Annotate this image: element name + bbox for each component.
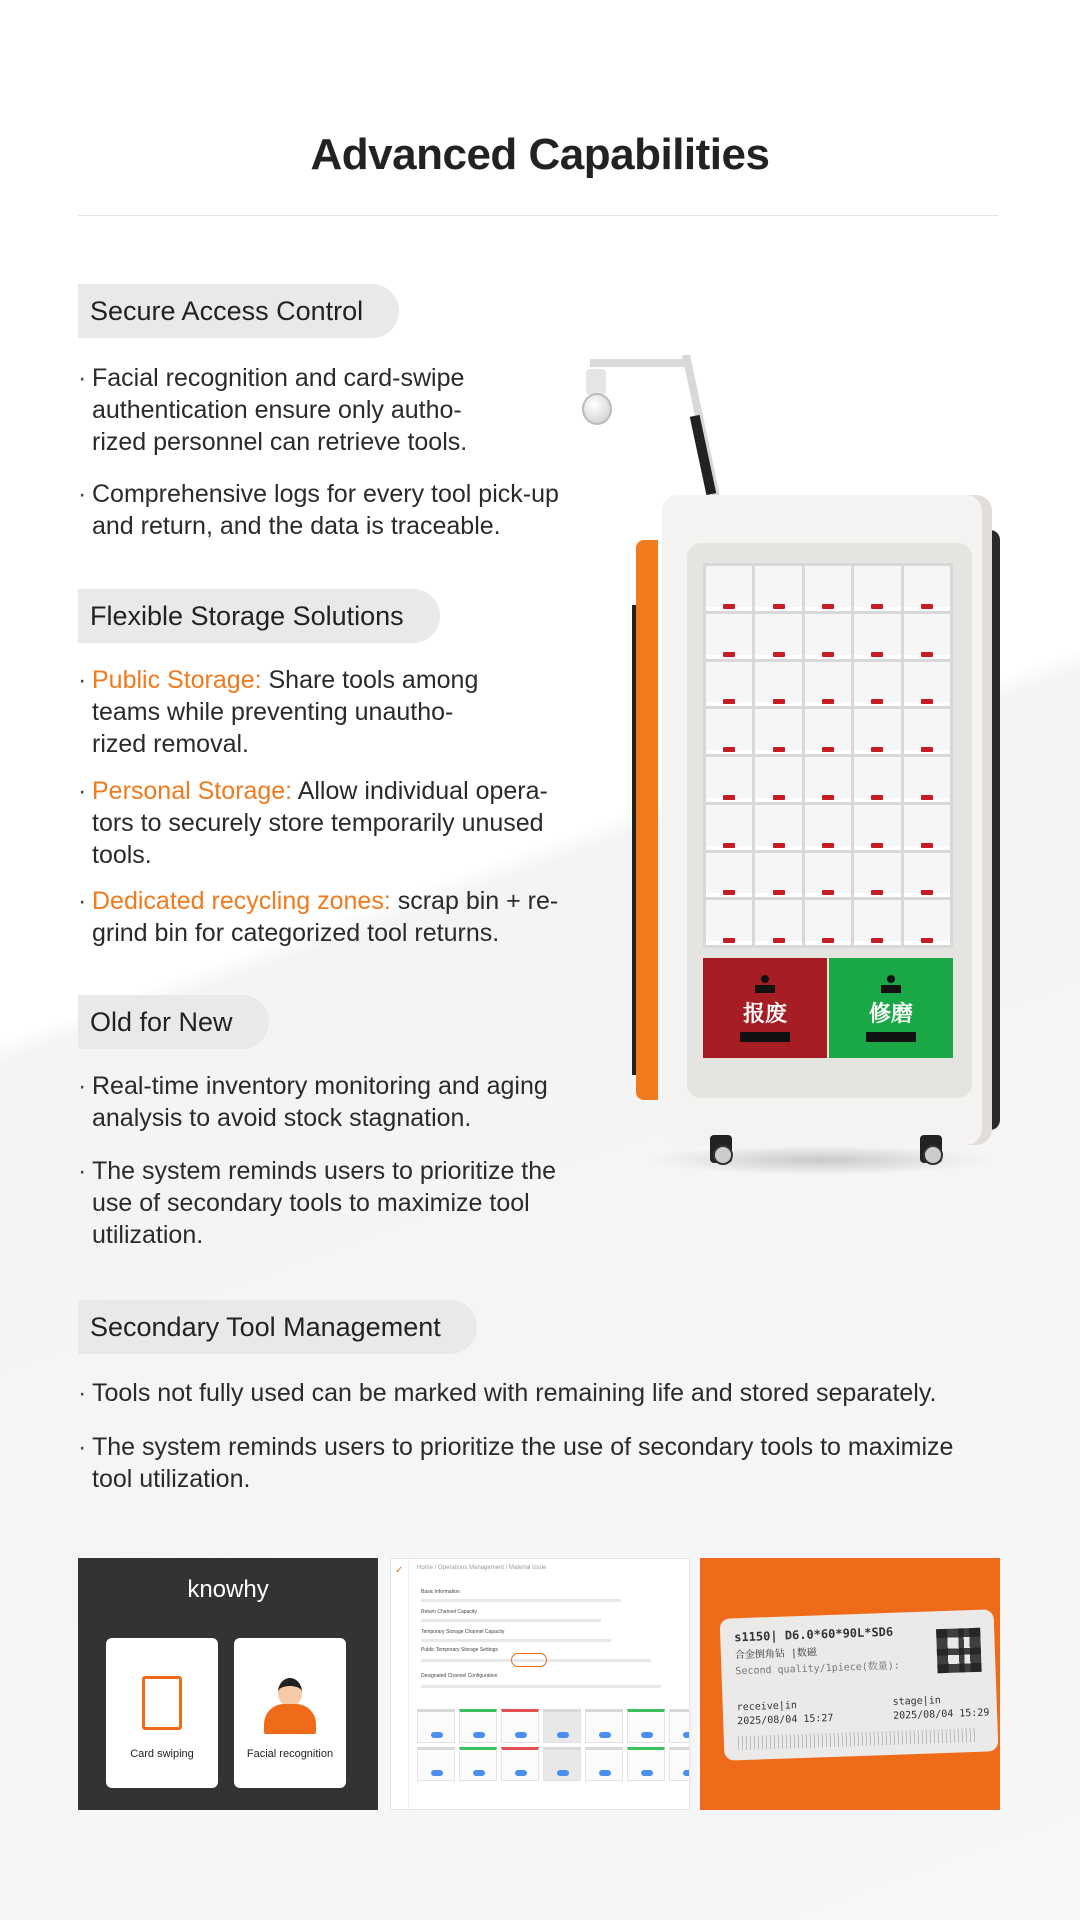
section-heading-storage: Flexible Storage Solutions [78, 589, 440, 643]
compartment [854, 709, 900, 754]
bullet-line: · Real-time inventory monitoring and aging [92, 1072, 548, 1100]
compartment [755, 614, 801, 659]
bullet-personal-storage [78, 775, 598, 871]
label-stage-value: 2025/08/04 15:29 [892, 1707, 990, 1722]
compartment [854, 662, 900, 707]
recycling-key: Dedicated recycling zones: [92, 887, 391, 915]
highlight-circle [511, 1653, 547, 1667]
personal-storage-key: Personal Storage: [92, 777, 293, 805]
bullet-line: authentication ensure only autho- [92, 396, 462, 424]
card-swipe-card [106, 1638, 218, 1788]
compartment [755, 900, 801, 945]
compartment [854, 900, 900, 945]
compartment [805, 566, 851, 611]
bullet-secure-1 [78, 362, 598, 458]
bullet-secure-2 [78, 478, 608, 542]
channel-box [459, 1709, 497, 1743]
scrap-bin-label: 报废 [742, 1001, 787, 1027]
software-breadcrumb: Home / Operations Management / Material Issue [417, 1565, 547, 1571]
software-section: Basic Information [421, 1589, 460, 1595]
bullet-secondary-1 [78, 1377, 1008, 1409]
compartment [854, 757, 900, 802]
software-field-row [421, 1599, 621, 1602]
bullet-line: utilization. [92, 1221, 204, 1249]
facial-recognition-label: Facial recognition [246, 1748, 334, 1760]
compartment [755, 805, 801, 850]
bullet-line: teams while preventing unautho- [92, 698, 454, 726]
label-stage-key: stage|in [892, 1695, 941, 1708]
compartment [755, 709, 801, 754]
label-receive-value: 2025/08/04 15:27 [737, 1712, 834, 1728]
title-divider [78, 215, 998, 216]
compartment [706, 757, 752, 802]
section-heading-secure: Secure Access Control [78, 284, 399, 338]
page-title: Advanced Capabilities [310, 130, 770, 179]
bullet-line: Allow individual opera- [297, 777, 548, 805]
app-logo-icon: ✓ [395, 1565, 404, 1576]
compartment [854, 853, 900, 898]
camera-icon [582, 393, 612, 425]
software-section: Temporary Storage Channel Capacity [421, 1629, 505, 1635]
scrap-bin [703, 958, 827, 1058]
label-name: 合金倒角钻 |数磁 [734, 1647, 818, 1662]
channel-box [627, 1747, 665, 1781]
software-section: Public Temporary Storage Settings [421, 1647, 498, 1653]
compartment [706, 566, 752, 611]
bullet-line: scrap bin + re- [397, 887, 559, 915]
card-swipe-label: Card swiping [130, 1748, 194, 1760]
bullet-line: · The system reminds users to prioritize the [92, 1157, 557, 1185]
label-quality: Second quality/1piece(数量): [735, 1660, 901, 1678]
compartment [755, 566, 801, 611]
compartment [805, 662, 851, 707]
channel-box [585, 1709, 623, 1743]
caster-wheel [710, 1135, 732, 1163]
brand-logo: knowhy [187, 1576, 269, 1603]
compartment [904, 662, 950, 707]
software-field-row [421, 1619, 601, 1622]
compartment [854, 566, 900, 611]
tool-label-photo [700, 1558, 1000, 1810]
label-receive-key: receive|in [736, 1700, 798, 1714]
compartment [706, 709, 752, 754]
compartment [805, 614, 851, 659]
bullet-line: · The system reminds users to prioritize the use of secondary tools to maximize [92, 1433, 954, 1461]
compartment [854, 805, 900, 850]
compartment [755, 853, 801, 898]
label-spec: s1150| D6.0*60*90L*SD6 [734, 1624, 894, 1645]
software-section: Designated Channel Configuration [421, 1673, 498, 1679]
compartment [706, 614, 752, 659]
channel-box [585, 1747, 623, 1781]
compartment [805, 757, 851, 802]
channel-box [501, 1709, 539, 1743]
person-icon [264, 1678, 316, 1734]
bullet-recycling [78, 885, 598, 949]
software-section: Return Channel Capacity [421, 1609, 477, 1615]
channel-box-grid [417, 1709, 690, 1781]
compartment [904, 900, 950, 945]
software-field-row [421, 1639, 611, 1642]
bullet-line: and return, and the data is traceable. [92, 512, 501, 540]
bullet-line: · Comprehensive logs for every tool pick-up [92, 480, 559, 508]
bullet-line: tools. [92, 841, 152, 869]
bullet-line: · Facial recognition and card-swipe [92, 364, 465, 392]
barcode [738, 1728, 978, 1750]
software-field-row [421, 1685, 661, 1688]
camera-arm [590, 359, 690, 367]
channel-box [627, 1709, 665, 1743]
bullet-old-new-2 [78, 1155, 608, 1251]
channel-box [669, 1747, 690, 1781]
bullet-line: use of secondary tools to maximize tool [92, 1189, 530, 1217]
card-icon [142, 1676, 182, 1730]
storage-compartments [703, 563, 953, 948]
camera-mount [586, 369, 606, 395]
bullet-old-new-1 [78, 1070, 608, 1134]
caster-wheel [920, 1135, 942, 1163]
bullet-line: Share tools among [268, 666, 479, 694]
bullet-line: · Tools not fully used can be marked with remaining life and stored separately. [92, 1379, 937, 1407]
compartment [805, 805, 851, 850]
bullet-line: grind bin for categorized tool returns. [92, 919, 500, 947]
regrind-bin-label: 修磨 [868, 1001, 913, 1027]
auth-methods-image [78, 1558, 378, 1810]
compartment [706, 853, 752, 898]
channel-box [543, 1747, 581, 1781]
software-screenshot-image [390, 1558, 690, 1810]
compartment [904, 614, 950, 659]
channel-box [417, 1709, 455, 1743]
channel-box [669, 1709, 690, 1743]
compartment [805, 900, 851, 945]
channel-box [417, 1747, 455, 1781]
public-storage-key: Public Storage: [92, 666, 262, 694]
cabinet-side-door [636, 540, 658, 1100]
bullet-line: tool utilization. [92, 1465, 251, 1493]
bullet-secondary-2 [78, 1431, 1008, 1495]
regrind-bin [829, 958, 953, 1058]
compartment [904, 566, 950, 611]
bullet-line: rized personnel can retrieve tools. [92, 428, 468, 456]
section-heading-old-new: Old for New [78, 995, 269, 1049]
compartment [755, 757, 801, 802]
bullet-public-storage [78, 664, 598, 760]
qr-code-icon [936, 1628, 982, 1674]
software-sidebar [391, 1559, 409, 1810]
section-heading-secondary: Secondary Tool Management [78, 1300, 477, 1354]
compartment [805, 709, 851, 754]
compartment [904, 757, 950, 802]
channel-box [501, 1747, 539, 1781]
facial-recognition-card [234, 1638, 346, 1788]
door-edge [632, 605, 636, 1075]
compartment [706, 662, 752, 707]
bullet-line: rized removal. [92, 730, 249, 758]
channel-box [543, 1709, 581, 1743]
compartment [706, 805, 752, 850]
compartment [904, 853, 950, 898]
compartment [805, 853, 851, 898]
channel-box [459, 1747, 497, 1781]
bullet-line: tors to securely store temporarily unused [92, 809, 544, 837]
compartment [854, 614, 900, 659]
compartment [706, 900, 752, 945]
compartment [755, 662, 801, 707]
tool-label-card [720, 1609, 999, 1760]
bullet-line: analysis to avoid stock stagnation. [92, 1104, 472, 1132]
tool-cabinet-illustration [570, 355, 1010, 1185]
compartment [904, 805, 950, 850]
compartment [904, 709, 950, 754]
